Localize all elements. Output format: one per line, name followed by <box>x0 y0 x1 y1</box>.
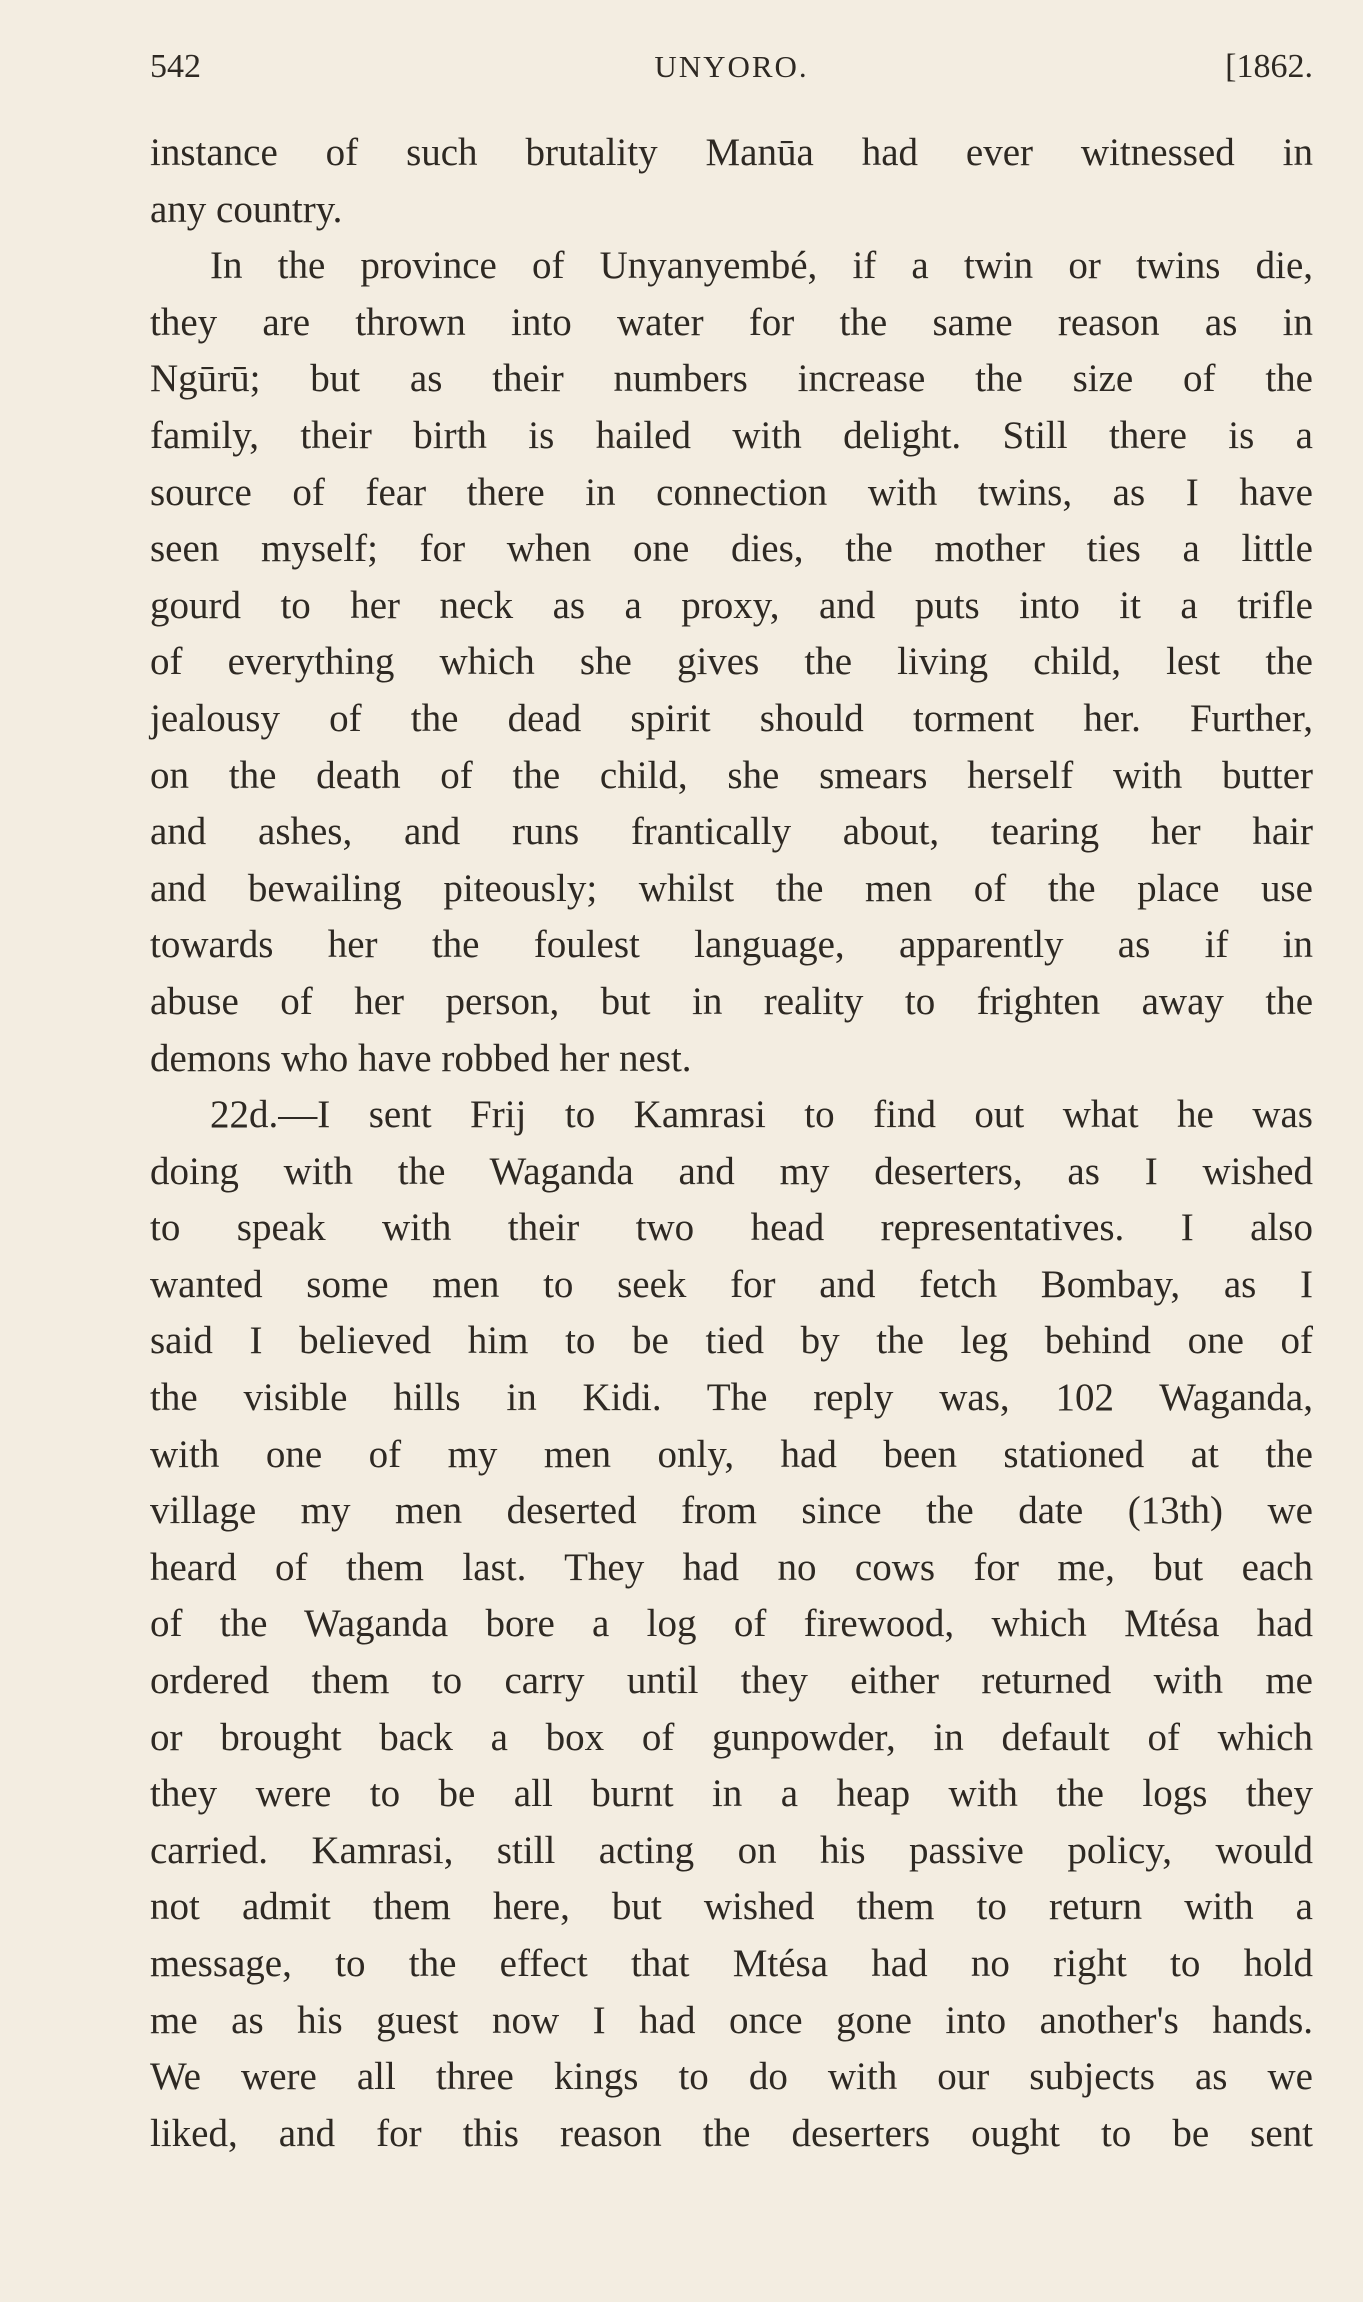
text-line: me as his guest now I had once gone into another's hands. <box>150 1998 1313 2042</box>
running-year: [1862. <box>1225 48 1313 85</box>
text-line: and bewailing piteously; whilst the men of the place use <box>150 866 1313 910</box>
text-line: gourd to her neck as a proxy, and puts into it a trifle <box>150 583 1313 627</box>
text-line: not admit them here, but wished them to return with a <box>150 1885 1313 1929</box>
running-title: UNYORO. <box>654 49 809 84</box>
page-number: 542 <box>150 48 201 85</box>
text-line: ordered them to carry until they either returned with me <box>150 1659 1313 1703</box>
text-line: and ashes, and runs frantically about, tearing her hair <box>150 810 1313 854</box>
text-line: of everything which she gives the living child, lest the <box>150 640 1313 684</box>
text-line: any country. <box>150 187 343 231</box>
text-line: Ngūrū; but as their numbers increase the size of the <box>150 357 1313 401</box>
text-line: of the Waganda bore a log of firewood, which Mtésa had <box>150 1602 1313 1646</box>
text-line: to speak with their two head representatives. I also <box>150 1206 1313 1250</box>
running-head <box>150 42 1313 92</box>
text-line: source of fear there in connection with twins, as I have <box>150 470 1313 514</box>
text-line: carried. Kamrasi, still acting on his passive policy, would <box>150 1828 1313 1872</box>
text-line: instance of such brutality Manūa had ever witnessed in <box>150 131 1313 174</box>
text-line: with one of my men only, had been stationed at the <box>150 1432 1313 1476</box>
text-line: 22d.—I sent Frij to Kamrasi to find out what he was <box>210 1093 1313 1137</box>
text-line: towards her the foulest language, apparently as if in <box>150 923 1313 967</box>
text-line: We were all three kings to do with our subjects as we <box>150 2055 1313 2099</box>
text-line: family, their birth is hailed with delight. Still there is a <box>150 413 1313 457</box>
text-line: In the province of Unyanyembé, if a twin or twins die, <box>210 244 1313 288</box>
text-line: heard of them last. They had no cows for me, but each <box>150 1545 1313 1589</box>
text-line: the visible hills in Kidi. The reply was, 102 Waganda, <box>150 1376 1313 1420</box>
text-line: liked, and for this reason the deserters ought to be sent <box>150 2111 1313 2155</box>
text-line: they are thrown into water for the same reason as in <box>150 300 1313 344</box>
body-text <box>150 125 1313 2162</box>
text-line: village my men deserted from since the date (13th) we <box>150 1489 1313 1533</box>
text-line: wanted some men to seek for and fetch Bombay, as I <box>150 1262 1313 1306</box>
text-line: said I believed him to be tied by the leg behind one of <box>150 1319 1313 1363</box>
text-line: seen myself; for when one dies, the mother ties a little <box>150 527 1313 571</box>
text-line: they were to be all burnt in a heap with the logs they <box>150 1772 1313 1816</box>
text-line: on the death of the child, she smears herself with butter <box>150 753 1313 797</box>
text-line: abuse of her person, but in reality to frighten away the <box>150 979 1313 1023</box>
text-line: doing with the Waganda and my deserters, as I wished <box>150 1149 1313 1193</box>
text-line: or brought back a box of gunpowder, in default of which <box>150 1715 1313 1759</box>
text-line: jealousy of the dead spirit should torment her. Further, <box>150 696 1313 740</box>
text-line: message, to the effect that Mtésa had no right to hold <box>150 1942 1313 1985</box>
text-line: demons who have robbed her nest. <box>150 1036 692 1080</box>
